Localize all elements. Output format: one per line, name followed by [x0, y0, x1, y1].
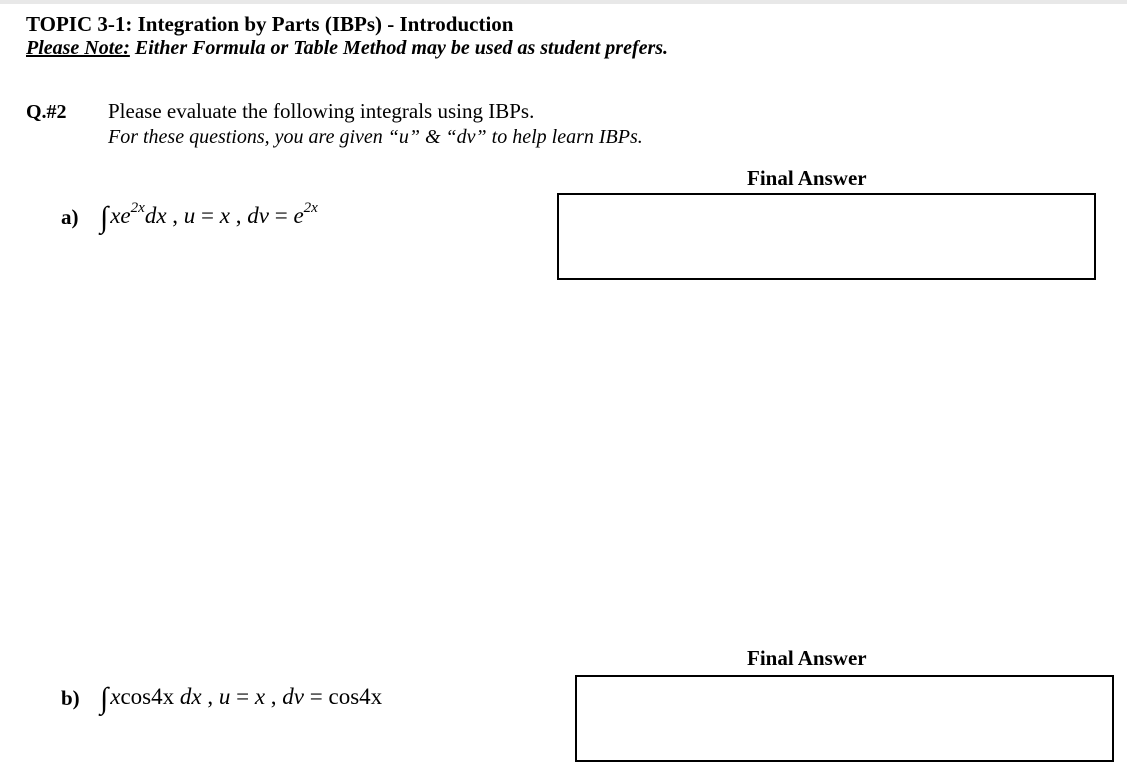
topic-title: TOPIC 3-1: Integration by Parts (IBPs) - Introduction — [26, 12, 514, 36]
part-label-a: a) — [61, 205, 79, 229]
dv-func-b: cos — [328, 684, 360, 709]
integral-expression-b: ∫xcos4x dx , u = x , dv = cos4x — [100, 682, 383, 715]
question-hint: For these questions, you are given “u” & “dv” to help learn IBPs. — [108, 126, 643, 148]
integral-sign-a: ∫ — [100, 201, 109, 234]
question-number: Q.#2 — [26, 101, 67, 123]
final-answer-box-b[interactable] — [575, 675, 1114, 762]
dv-arg-b: 4x — [359, 684, 383, 709]
dv-label-b: dv — [282, 684, 304, 709]
dv-label-a: dv — [247, 203, 269, 228]
please-note-line — [26, 37, 668, 60]
question-instruction: Please evaluate the following integrals using IBPs. — [108, 99, 535, 123]
integrand-exponent-a: 2x — [130, 200, 145, 216]
final-answer-label-a: Final Answer — [747, 166, 867, 190]
final-answer-box-a[interactable] — [557, 193, 1096, 280]
integrand-differential-b: dx — [179, 684, 202, 709]
final-answer-label-b: Final Answer — [747, 646, 867, 670]
please-note-label: Please Note: — [26, 37, 130, 59]
integral-expression-a: $\int xe^{2x}dx$ , u = x , dv = $e^{2x}$ — [100, 200, 318, 234]
dv-exponent-a: 2x — [303, 200, 318, 216]
u-label-b: u — [218, 684, 231, 709]
integrand-base-a: xe — [110, 203, 131, 228]
integrand-func-b: cos — [120, 684, 152, 709]
u-value-a: x — [219, 203, 230, 228]
integral-sign-b: ∫ — [100, 682, 109, 715]
integrand-x-b: x — [110, 684, 121, 709]
dv-base-a: e — [293, 203, 304, 228]
page-top-edge — [0, 0, 1127, 4]
integrand-differential-a: dx — [144, 203, 167, 228]
part-label-b: b) — [61, 686, 80, 710]
u-label-a: u — [183, 203, 196, 228]
integrand-arg-b: 4x — [151, 684, 175, 709]
please-note-text: Either Formula or Table Method may be used as student prefers. — [129, 37, 669, 59]
u-value-b: x — [254, 684, 266, 709]
